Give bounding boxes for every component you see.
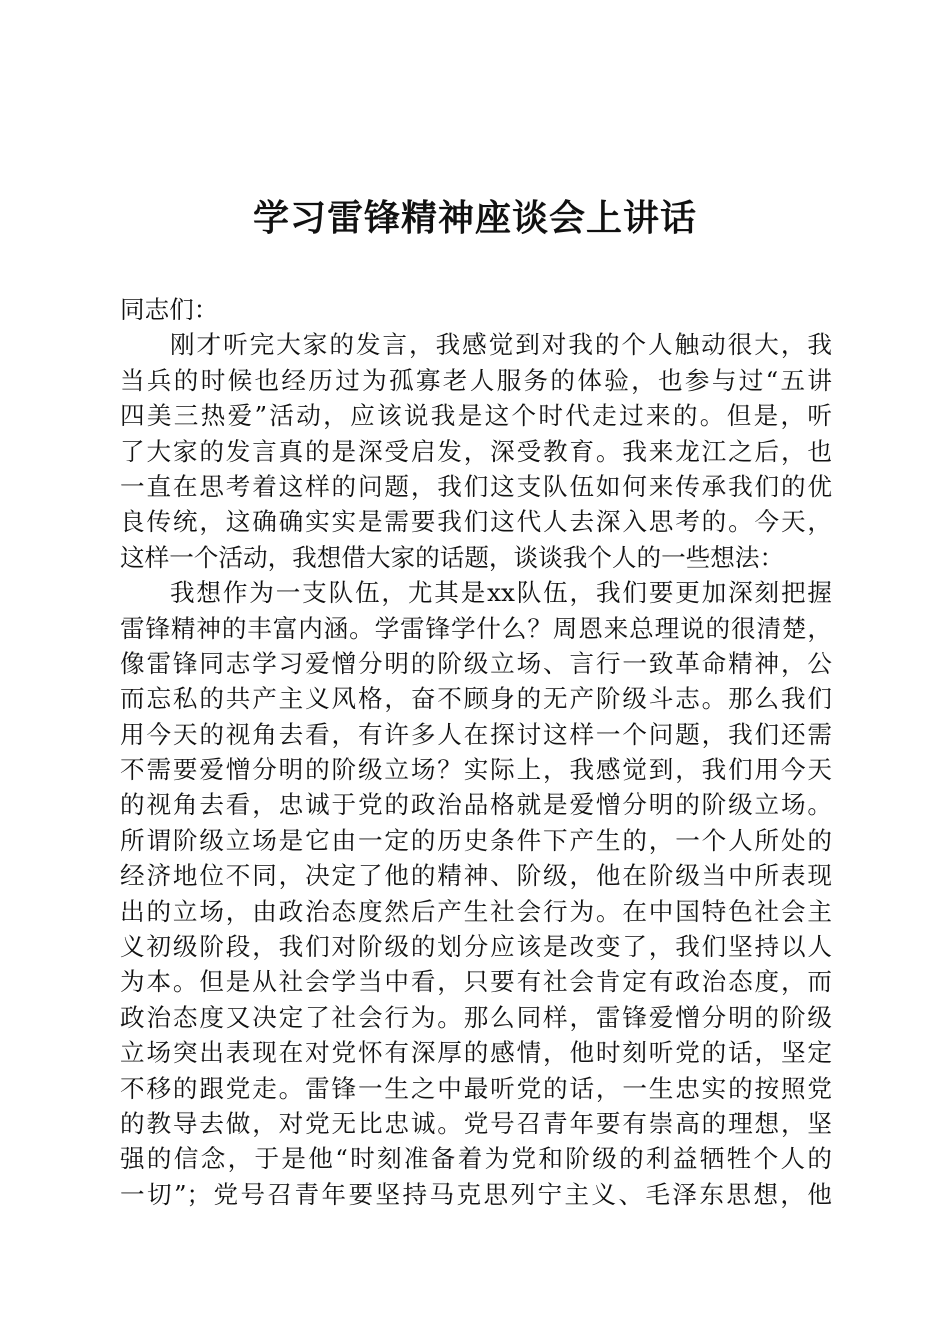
- paragraph-line: 出的立场，由政治态度然后产生社会行为。在中国特色社会主: [120, 896, 832, 926]
- paragraph-line: 不需要爱憎分明的阶级立场？实际上，我感觉到，我们用今天: [120, 755, 832, 785]
- paragraph-line: 义初级阶段，我们对阶级的划分应该是改变了，我们坚持以人: [120, 932, 832, 962]
- paragraph-line: 不移的跟党走。雷锋一生之中最听党的话，一生忠实的按照党: [120, 1073, 832, 1103]
- paragraph-line: 政治态度又决定了社会行为。那么同样，雷锋爱憎分明的阶级: [120, 1002, 832, 1032]
- paragraph-line: 用今天的视角去看，有许多人在探讨这样一个问题，我们还需: [120, 719, 832, 749]
- paragraph-line: 像雷锋同志学习爱憎分明的阶级立场、言行一致革命精神，公: [120, 648, 832, 678]
- paragraph-line: 而忘私的共产主义风格，奋不顾身的无产阶级斗志。那么我们: [120, 684, 832, 714]
- paragraph-line: 一切”；党号召青年要坚持马克思列宁主义、毛泽东思想，他: [120, 1179, 832, 1209]
- paragraph-line: 所谓阶级立场是它由一定的历史条件下产生的，一个人所处的: [120, 825, 832, 855]
- paragraph-2: [120, 575, 832, 1212]
- paragraph-line: 立场突出表现在对党怀有深厚的感情，他时刻听党的话，坚定: [120, 1038, 832, 1068]
- paragraph-line: 当兵的时候也经历过为孤寡老人服务的体验，也参与过“五讲: [120, 365, 832, 395]
- paragraph-1: [120, 327, 832, 575]
- paragraph-line: 强的信念，于是他“时刻准备着为党和阶级的利益牺牲个人的: [120, 1144, 832, 1174]
- paragraph-line: 刚才听完大家的发言，我感觉到对我的个人触动很大，我: [170, 330, 832, 360]
- document-body: [120, 292, 832, 1212]
- paragraph-line: 一直在思考着这样的问题，我们这支队伍如何来传承我们的优: [120, 471, 832, 501]
- paragraph-line: 了大家的发言真的是深受启发，深受教育。我来龙江之后，也: [120, 436, 832, 466]
- paragraph-line: 我想作为一支队伍，尤其是xx队伍，我们要更加深刻把握: [170, 578, 832, 608]
- paragraph-line: 的教导去做，对党无比忠诚。党号召青年要有崇高的理想，坚: [120, 1108, 832, 1138]
- paragraph-line: 良传统，这确确实实是需要我们这代人去深入思考的。今天，: [120, 507, 832, 537]
- paragraph-line: 为本。但是从社会学当中看，只要有社会肯定有政治态度，而: [120, 967, 832, 997]
- greeting: 同志们：: [120, 295, 219, 324]
- document-title: 学习雷锋精神座谈会上讲话: [252, 197, 697, 239]
- paragraph-line: 经济地位不同，决定了他的精神、阶级，他在阶级当中所表现: [120, 861, 832, 891]
- paragraph-line: 这样一个活动，我想借大家的话题，谈谈我个人的一些想法：: [120, 542, 785, 572]
- paragraph-line: 的视角去看，忠诚于党的政治品格就是爱憎分明的阶级立场。: [120, 790, 832, 820]
- paragraph-line: 四美三热爱”活动，应该说我是这个时代走过来的。但是，听: [120, 401, 832, 431]
- paragraph-line: 雷锋精神的丰富内涵。学雷锋学什么？周恩来总理说的很清楚，: [120, 613, 832, 643]
